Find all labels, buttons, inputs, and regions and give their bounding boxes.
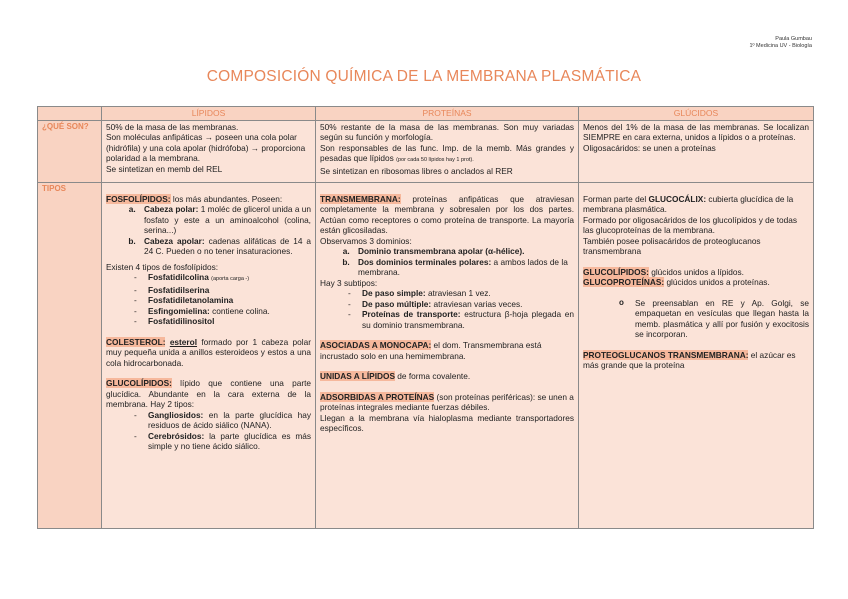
list-item xyxy=(134,295,311,306)
membrane-table xyxy=(37,106,814,529)
page-title: COMPOSICIÓN QUÍMICA DE LA MEMBRANA PLASMÁTICA xyxy=(206,68,642,85)
author-name: Paula Gumbau xyxy=(775,36,812,42)
glucoproteinas-line xyxy=(583,277,809,288)
highlight-label: UNIDAS A LÍPIDOS xyxy=(320,371,395,381)
text-line: Se sintetizan en ribosomas libres o anclados al RER xyxy=(320,165,513,176)
text-line: Llegan a la membrana vía hialoplasma mediante transportadores específicos. xyxy=(320,412,574,433)
text-span: a ambos lados de la membrana. xyxy=(358,256,568,277)
highlight-label: PROTEOGLUCANOS TRANSMEMBRANA: xyxy=(583,349,749,360)
highlight-label: ADSORBIDAS A PROTEÍNAS xyxy=(320,391,435,402)
list-item xyxy=(134,431,311,452)
text-line: Son moléculas anfipáticas → poseen una cola polar (hidrófila) y una cola apolar (hidrófoba) → proporciona polaridad a la membrana. xyxy=(106,132,306,163)
text-line xyxy=(320,143,574,166)
row-que-son xyxy=(38,120,814,182)
tipos-lipidos xyxy=(102,182,316,528)
col-glucidos: GLÚCIDOS xyxy=(579,107,814,121)
glucocalix-line xyxy=(583,194,809,215)
que-son-lipidos xyxy=(102,120,316,182)
list-item xyxy=(134,306,311,317)
text-line: Existen 4 tipos de fosfolípidos: xyxy=(106,261,219,272)
highlight-label: ASOCIADAS A MONOCAPA: xyxy=(320,340,432,350)
list-item xyxy=(352,257,574,278)
text-span: cubierta glucídica de la membrana plasmática. xyxy=(583,193,794,214)
fosfolipidos-parts xyxy=(106,204,311,257)
highlight-label: GLUCOLÍPIDOS: xyxy=(583,266,649,277)
row-tipos xyxy=(38,182,814,528)
lipidos-line xyxy=(320,371,574,382)
bold-label: Proteínas de transporte: xyxy=(362,309,461,319)
list-item xyxy=(352,246,574,257)
row-head-que-son: ¿QUÉ SON? xyxy=(38,120,102,182)
bold-label: De paso múltiple: xyxy=(362,298,432,309)
bold-label: Fosfatidilcolina xyxy=(148,272,209,282)
author-block xyxy=(749,36,812,50)
subtypes-list xyxy=(320,288,574,330)
proteoglucanos-line xyxy=(583,350,809,371)
highlight-label: COLESTEROL: xyxy=(106,336,166,347)
text-line: 50% de la masa de las membranas. xyxy=(106,121,239,132)
list-item xyxy=(348,288,574,299)
fosfolipidos-line xyxy=(106,194,311,205)
text-span: el dom. Transmembrana está incrustado solo en una hemimembrana. xyxy=(320,340,542,361)
list-item xyxy=(134,410,311,431)
bold-label: esterol xyxy=(169,336,198,347)
highlight-label: FOSFOLÍPIDOS: xyxy=(106,193,171,204)
list-item xyxy=(134,285,311,296)
adsorbidas-line xyxy=(320,392,574,413)
text-span: glúcidos unidos a lípidos. xyxy=(648,266,744,277)
text-line: También posee polisacáridos de proteoglucanos transmembrana xyxy=(583,235,761,256)
text-line: Se sintetizan en memb del REL xyxy=(106,163,223,174)
text-span: estructura β-hoja plegada en su dominio transmembrana. xyxy=(362,309,575,330)
monocapa-line xyxy=(320,340,574,361)
author-course: 1º Medicina UV - Biología xyxy=(749,43,812,49)
small-note: (aporta carga -) xyxy=(211,276,250,282)
text-span: los más abundantes. Poseen: xyxy=(170,193,283,204)
bold-label: Fosfatidilserina xyxy=(148,284,210,295)
colesterol-line xyxy=(106,337,311,369)
col-lipidos: LÍPIDOS xyxy=(102,107,316,121)
text-span: en la parte glucídica hay residuos de ácido siálico (NANA). xyxy=(148,409,311,430)
bold-label: Cabeza apolar: xyxy=(144,235,205,246)
text-span: formado por 1 cabeza polar muy pequeña unida a anillos esteroideos y estos a una cola hidrocarbonada. xyxy=(106,336,311,368)
text-line: Oligosacáridos: se unen a proteínas xyxy=(583,142,716,153)
list-item xyxy=(134,316,311,327)
glucolipidos-line xyxy=(106,378,311,410)
text-span: atraviesan 1 vez. xyxy=(425,288,491,298)
list-item xyxy=(348,299,574,310)
text-span: el azúcar es más grande que la proteína xyxy=(583,349,796,370)
text-span: lípido que contiene una parte glucídica. Abundante en la cara externa de la membrana. Hay 2 tipos: xyxy=(106,378,311,409)
glucoproteinas-bullets xyxy=(583,298,809,340)
text-span: proteínas anfipáticas que atraviesan completamente la membrana y sobresalen por los dos partes. Actúan como receptores o como proteína de transporte. La mayoría están glicosiladas. xyxy=(320,193,574,235)
bold-label: Esfingomielina: xyxy=(148,305,210,316)
list-item xyxy=(348,309,574,330)
domains-list xyxy=(320,246,574,278)
text-line: Hay 3 subtipos: xyxy=(320,277,378,288)
text-line: Menos del 1% de la masa de las membranas. Se localizan SIEMPRE en cara externa, unidos a lípidos o a proteínas. xyxy=(583,121,809,142)
text-span: la parte glucídica es más simple y no tiene ácido siálico. xyxy=(148,430,311,451)
text-span: de forma covalente. xyxy=(394,371,471,381)
header-row xyxy=(38,107,814,121)
text-line: 50% restante de la masa de las membranas. Son muy variadas según su función y morfología. xyxy=(320,121,574,142)
text-span: Forman parte del xyxy=(583,193,649,204)
text-span: 1 moléc de glicerol unida a un fosfato y este a un aminoalcohol (colina, serina...) xyxy=(144,204,312,235)
list-item: o Se preensablan en RE y Ap. Golgi, se empaquetan en vesículas que llegan hasta la memb. plasmática y allí por fusión y exocitosis se incorporan. xyxy=(623,298,809,340)
list-item xyxy=(138,236,311,257)
text-line: Observamos 3 dominios: xyxy=(320,235,412,246)
text-span: (son proteínas periféricas): se unen a proteínas integrales mediante fuerzas débiles. xyxy=(320,391,574,412)
bold-label: Fosfatidiletanolamina xyxy=(148,295,234,305)
text-span: Son responsables de las func. Imp. de la memb. Más grandes y pesadas que lípidos xyxy=(320,142,574,163)
bold-label: GLUCOCÁLIX: xyxy=(648,193,707,204)
bold-label: De paso simple: xyxy=(362,288,426,298)
tipos-proteinas xyxy=(316,182,579,528)
col-proteinas: PROTEÍNAS xyxy=(316,107,579,121)
bold-label: Gangliosidos: xyxy=(148,409,204,420)
small-note: (por cada 50 lípidos hay 1 prot). xyxy=(396,157,474,163)
glucolipid-types xyxy=(106,410,311,452)
text-line: Formado por oligosacáridos de los glucolípidos y de todas las glucoproteínas de la membrana. xyxy=(583,214,797,235)
glucolipidos-line xyxy=(583,267,809,278)
que-son-glucidos xyxy=(579,120,814,182)
text-span: atraviesan varias veces. xyxy=(431,298,523,309)
bold-label: Fosfatidilinositol xyxy=(148,316,215,326)
transmembrana-line xyxy=(320,194,574,236)
bold-label: Cabeza polar: xyxy=(144,204,199,214)
text-span: contiene colina. xyxy=(209,305,270,316)
bold-label: Dos dominios terminales polares: xyxy=(358,256,492,267)
fosfolipid-types xyxy=(106,272,311,327)
highlight-label: GLUCOPROTEÍNAS: xyxy=(583,277,665,287)
corner-cell xyxy=(38,107,102,121)
text-span: cadenas alifáticas de 14 a 24 C. Pueden o no tener insaturaciones. xyxy=(144,235,311,256)
que-son-proteinas xyxy=(316,120,579,182)
text-span: glúcidos unidos a proteínas. xyxy=(664,277,770,287)
highlight-label: GLUCOLÍPIDOS: xyxy=(106,378,172,388)
tipos-glucidos xyxy=(579,182,814,528)
row-head-tipos: TIPOS xyxy=(38,182,102,528)
highlight-label: TRANSMEMBRANA: xyxy=(320,193,401,204)
bold-label: Dominio transmembrana apolar (α-hélice). xyxy=(358,246,525,256)
bold-label: Cerebrósidos: xyxy=(148,430,205,441)
list-item xyxy=(138,204,311,236)
list-item xyxy=(134,272,311,285)
